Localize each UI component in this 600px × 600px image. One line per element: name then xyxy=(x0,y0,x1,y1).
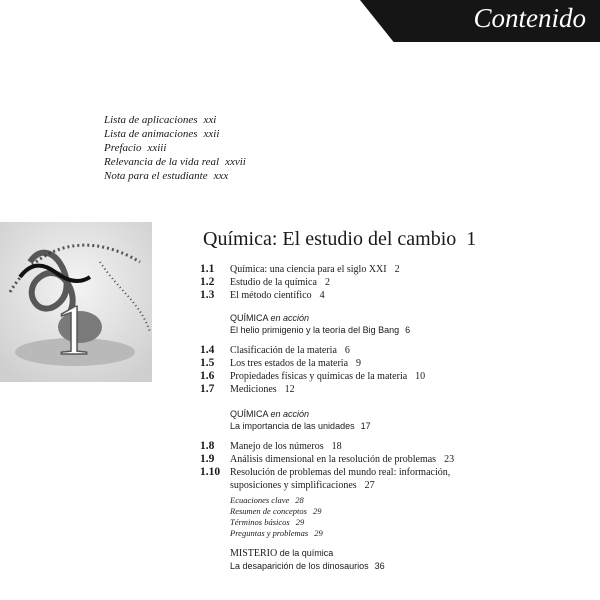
toc-entry[interactable]: 1.10 Resolución de problemas del mundo real: información, suposiciones y simplificaciones 27 xyxy=(200,466,451,491)
front-matter-item[interactable]: Lista de aplicaciones xxi xyxy=(104,114,217,126)
front-matter-item[interactable]: Lista de animaciones xxii xyxy=(104,128,220,140)
toc-entry[interactable]: 1.8 Manejo de los números 18 xyxy=(200,440,342,452)
chemistry-in-action-box[interactable]: QUÍMICA en acción La importancia de las unidades 17 xyxy=(230,409,371,431)
toc-entry[interactable]: 1.9 Análisis dimensional en la resolución de problemas 23 xyxy=(200,453,455,465)
toc-entry[interactable]: 1.3 El método científico 4 xyxy=(200,289,325,301)
toc-entry[interactable]: 1.4 Clasificación de la materia 6 xyxy=(200,344,350,356)
summary-item[interactable]: Ecuaciones clave 28 xyxy=(230,495,304,505)
summary-item[interactable]: Preguntas y problemas 29 xyxy=(230,528,323,538)
toc-entry[interactable]: 1.1 Química: una ciencia para el siglo XXI 2 xyxy=(200,263,400,275)
summary-item[interactable]: Términos básicos 29 xyxy=(230,517,305,527)
front-matter-item[interactable]: Prefacio xxiii xyxy=(104,142,167,154)
chemistry-in-action-box[interactable]: QUÍMICA en acción El helio primigenio y la teoría del Big Bang 6 xyxy=(230,313,411,335)
toc-entry[interactable]: 1.6 Propiedades físicas y químicas de la materia 10 xyxy=(200,370,426,382)
front-matter-item[interactable]: Nota para el estudiante xxx xyxy=(104,170,229,182)
summary-item[interactable]: Resumen de conceptos 29 xyxy=(230,506,322,516)
chemistry-mystery-box[interactable]: MISTERIO de la química La desaparición de los dinosaurios 36 xyxy=(230,548,385,571)
chapter-toc xyxy=(200,263,600,572)
toc-entry[interactable]: 1.2 Estudio de la química 2 xyxy=(200,276,330,288)
chapter-title[interactable]: Química: El estudio del cambio 1 xyxy=(203,228,477,250)
page-title: Contenido xyxy=(473,3,586,33)
toc-entry[interactable]: 1.5 Los tres estados de la materia 9 xyxy=(200,357,362,369)
front-matter-list xyxy=(104,113,246,183)
front-matter-item[interactable]: Relevancia de la vida real xxvii xyxy=(104,156,246,168)
chapter-opener-image xyxy=(0,222,152,382)
chapter-number-graphic: 1 xyxy=(55,290,91,370)
toc-entry[interactable]: 1.7 Mediciones 12 xyxy=(200,383,295,395)
